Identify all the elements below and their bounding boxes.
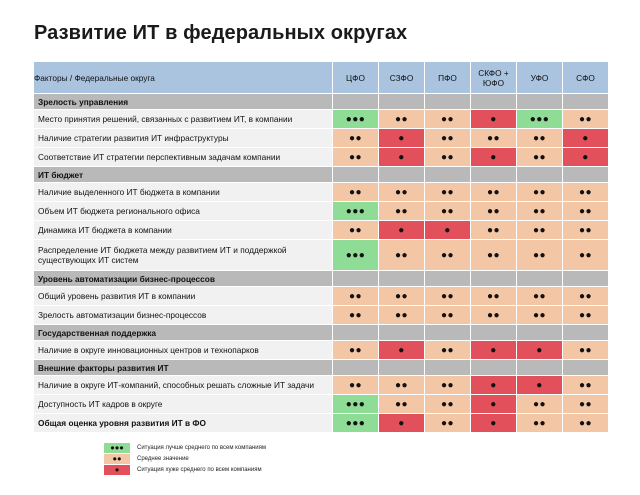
rating-dots: ● xyxy=(398,224,405,236)
rating-dots: ● xyxy=(536,344,543,356)
rating-dots: ●● xyxy=(578,205,593,217)
rating-cell xyxy=(517,376,563,395)
factor-label: Место принятия решений, связанных с развитием ИТ, в компании xyxy=(34,110,333,129)
rating-cell xyxy=(379,240,425,271)
rating-cell xyxy=(517,414,563,433)
rating-cell xyxy=(425,202,471,221)
rating-cell xyxy=(563,414,609,433)
section-spacer xyxy=(333,325,379,341)
factor-label: Наличие стратегии развития ИТ инфраструктуры xyxy=(34,129,333,148)
rating-dots: ●● xyxy=(440,205,455,217)
factor-label: Объем ИТ бюджета регионального офиса xyxy=(34,202,333,221)
legend-text: Ситуация хуже среднего по всем компаниям xyxy=(137,467,262,473)
rating-dots: ●● xyxy=(486,249,501,261)
rating-dots: ●● xyxy=(486,290,501,302)
rating-dots: ● xyxy=(490,151,497,163)
rating-cell xyxy=(379,341,425,360)
section-row xyxy=(34,271,609,287)
section-spacer xyxy=(563,271,609,287)
rating-cell xyxy=(471,306,517,325)
section-spacer xyxy=(379,360,425,376)
section-spacer xyxy=(379,167,425,183)
rating-dots: ●● xyxy=(440,186,455,198)
factor-row xyxy=(34,110,609,129)
rating-cell xyxy=(563,395,609,414)
rating-dots: ●● xyxy=(394,186,409,198)
rating-cell xyxy=(333,341,379,360)
rating-dots: ● xyxy=(490,379,497,391)
rating-cell xyxy=(471,287,517,306)
header-row xyxy=(34,62,609,94)
rating-dots: ●● xyxy=(348,290,363,302)
rating-dots: ●● xyxy=(486,132,501,144)
rating-cell xyxy=(333,306,379,325)
section-spacer xyxy=(517,94,563,110)
rating-dots: ●● xyxy=(578,417,593,429)
factor-row xyxy=(34,148,609,167)
district-header: СЗФО xyxy=(379,62,425,94)
legend-swatch: ● xyxy=(104,465,130,475)
factor-column-header: Факторы / Федеральные округа xyxy=(34,62,333,94)
rating-cell xyxy=(517,221,563,240)
rating-dots: ●●● xyxy=(345,205,366,217)
factor-row xyxy=(34,183,609,202)
rating-dots: ●● xyxy=(394,205,409,217)
section-label: Зрелость управления xyxy=(34,94,333,110)
rating-cell xyxy=(425,110,471,129)
factor-label: Наличие в округе инновационных центров и технопарков xyxy=(34,341,333,360)
district-header: СФО xyxy=(563,62,609,94)
rating-cell xyxy=(379,395,425,414)
rating-dots: ● xyxy=(444,224,451,236)
rating-dots: ●● xyxy=(578,249,593,261)
rating-dots: ●● xyxy=(348,186,363,198)
rating-dots: ●● xyxy=(578,224,593,236)
rating-cell xyxy=(517,306,563,325)
rating-cell xyxy=(379,202,425,221)
rating-dots: ●● xyxy=(532,151,547,163)
rating-dots: ● xyxy=(490,398,497,410)
rating-cell xyxy=(471,376,517,395)
rating-dots: ●● xyxy=(348,224,363,236)
section-spacer xyxy=(563,167,609,183)
rating-cell xyxy=(425,306,471,325)
section-row xyxy=(34,360,609,376)
rating-dots: ●● xyxy=(578,290,593,302)
rating-cell xyxy=(425,414,471,433)
rating-dots: ● xyxy=(536,379,543,391)
section-spacer xyxy=(471,271,517,287)
rating-dots: ●● xyxy=(440,249,455,261)
rating-cell xyxy=(563,287,609,306)
rating-cell xyxy=(379,306,425,325)
rating-cell xyxy=(379,183,425,202)
section-spacer xyxy=(425,325,471,341)
factor-row xyxy=(34,395,609,414)
rating-dots: ●●● xyxy=(529,113,550,125)
rating-cell xyxy=(471,129,517,148)
section-spacer xyxy=(333,360,379,376)
rating-cell xyxy=(425,129,471,148)
section-spacer xyxy=(517,325,563,341)
rating-dots: ●● xyxy=(440,309,455,321)
legend-swatch: ●● xyxy=(104,454,130,464)
rating-dots: ●● xyxy=(440,132,455,144)
rating-cell xyxy=(563,221,609,240)
factor-row xyxy=(34,376,609,395)
rating-dots: ●● xyxy=(578,309,593,321)
section-row xyxy=(34,325,609,341)
rating-dots: ●● xyxy=(440,398,455,410)
rating-cell xyxy=(563,240,609,271)
rating-cell xyxy=(471,395,517,414)
rating-dots: ●● xyxy=(532,417,547,429)
rating-dots: ●● xyxy=(394,379,409,391)
section-label: ИТ бюджет xyxy=(34,167,333,183)
rating-cell xyxy=(333,110,379,129)
rating-dots: ● xyxy=(490,113,497,125)
factor-label: Наличие выделенного ИТ бюджета в компании xyxy=(34,183,333,202)
rating-cell xyxy=(425,376,471,395)
rating-dots: ●● xyxy=(440,344,455,356)
rating-cell xyxy=(517,341,563,360)
rating-cell xyxy=(517,287,563,306)
section-spacer xyxy=(333,167,379,183)
section-spacer xyxy=(379,94,425,110)
rating-dots: ●● xyxy=(394,398,409,410)
rating-dots: ●● xyxy=(486,309,501,321)
section-label: Уровень автоматизации бизнес-процессов xyxy=(34,271,333,287)
rating-dots: ●● xyxy=(532,290,547,302)
rating-cell xyxy=(471,414,517,433)
page-title: Развитие ИТ в федеральных округах xyxy=(34,22,408,44)
rating-cell xyxy=(563,148,609,167)
section-spacer xyxy=(517,271,563,287)
district-header: СКФО + ЮФО xyxy=(471,62,517,94)
factor-label: Общий уровень развития ИТ в компании xyxy=(34,287,333,306)
factor-row xyxy=(34,287,609,306)
rating-cell xyxy=(425,148,471,167)
rating-dots: ● xyxy=(582,151,589,163)
rating-cell xyxy=(333,240,379,271)
section-spacer xyxy=(471,94,517,110)
rating-cell xyxy=(517,395,563,414)
rating-cell xyxy=(425,287,471,306)
factor-row xyxy=(34,414,609,433)
rating-cell xyxy=(379,110,425,129)
rating-cell xyxy=(517,110,563,129)
rating-dots: ●● xyxy=(532,398,547,410)
rating-dots: ●● xyxy=(578,186,593,198)
section-row xyxy=(34,94,609,110)
factor-row xyxy=(34,341,609,360)
rating-dots: ●● xyxy=(532,205,547,217)
rating-cell xyxy=(471,240,517,271)
section-spacer xyxy=(563,94,609,110)
rating-dots: ●●● xyxy=(345,417,366,429)
rating-cell xyxy=(563,376,609,395)
factor-label: Доступность ИТ кадров в округе xyxy=(34,395,333,414)
factor-label: Наличие в округе ИТ-компаний, способных решать сложные ИТ задачи xyxy=(34,376,333,395)
legend-text: Среднее значение xyxy=(137,456,189,462)
rating-cell xyxy=(563,202,609,221)
rating-cell xyxy=(563,129,609,148)
section-spacer xyxy=(471,325,517,341)
rating-dots: ● xyxy=(490,344,497,356)
section-spacer xyxy=(563,325,609,341)
rating-dots: ●● xyxy=(348,379,363,391)
rating-dots: ●● xyxy=(532,132,547,144)
rating-dots: ●●● xyxy=(345,249,366,261)
section-spacer xyxy=(333,94,379,110)
rating-dots: ●● xyxy=(578,398,593,410)
rating-cell xyxy=(379,376,425,395)
rating-dots: ●● xyxy=(348,151,363,163)
section-spacer xyxy=(379,271,425,287)
district-header: ЦФО xyxy=(333,62,379,94)
rating-cell xyxy=(333,221,379,240)
rating-cell xyxy=(471,148,517,167)
section-spacer xyxy=(563,360,609,376)
rating-dots: ●● xyxy=(486,205,501,217)
rating-cell xyxy=(471,183,517,202)
rating-dots: ●● xyxy=(440,151,455,163)
rating-cell xyxy=(333,414,379,433)
section-spacer xyxy=(425,271,471,287)
it-development-matrix xyxy=(33,61,609,433)
rating-cell xyxy=(517,183,563,202)
factor-label: Общая оценка уровня развития ИТ в ФО xyxy=(34,414,333,433)
factor-row xyxy=(34,202,609,221)
rating-dots: ●● xyxy=(532,224,547,236)
rating-cell xyxy=(425,183,471,202)
section-row xyxy=(34,167,609,183)
section-spacer xyxy=(517,167,563,183)
rating-dots: ●● xyxy=(486,224,501,236)
rating-cell xyxy=(471,202,517,221)
rating-cell xyxy=(563,183,609,202)
legend-swatch: ●●● xyxy=(104,443,130,453)
rating-cell xyxy=(517,240,563,271)
rating-dots: ● xyxy=(398,417,405,429)
district-header: УФО xyxy=(517,62,563,94)
section-spacer xyxy=(379,325,425,341)
factor-label: Соответствие ИТ стратегии перспективным задачам компании xyxy=(34,148,333,167)
rating-dots: ●● xyxy=(348,344,363,356)
rating-dots: ●● xyxy=(394,309,409,321)
rating-dots: ● xyxy=(582,132,589,144)
section-spacer xyxy=(333,271,379,287)
rating-dots: ●● xyxy=(532,309,547,321)
rating-dots: ●● xyxy=(532,186,547,198)
factor-label: Распределение ИТ бюджета между развитием ИТ и поддержкой существующих ИТ систем xyxy=(34,240,333,271)
rating-cell xyxy=(517,202,563,221)
rating-dots: ●● xyxy=(394,113,409,125)
section-label: Внешние факторы развития ИТ xyxy=(34,360,333,376)
rating-dots: ●● xyxy=(532,249,547,261)
section-spacer xyxy=(517,360,563,376)
rating-dots: ●● xyxy=(394,249,409,261)
rating-cell xyxy=(425,341,471,360)
rating-cell xyxy=(333,395,379,414)
rating-cell xyxy=(333,148,379,167)
rating-dots: ●● xyxy=(348,132,363,144)
factor-row xyxy=(34,240,609,271)
rating-cell xyxy=(563,110,609,129)
rating-dots: ●● xyxy=(440,417,455,429)
rating-cell xyxy=(379,221,425,240)
factor-row xyxy=(34,306,609,325)
rating-cell xyxy=(425,395,471,414)
rating-dots: ● xyxy=(398,132,405,144)
rating-cell xyxy=(563,306,609,325)
rating-dots: ●● xyxy=(440,379,455,391)
rating-dots: ● xyxy=(398,344,405,356)
section-spacer xyxy=(471,360,517,376)
rating-dots: ●● xyxy=(440,113,455,125)
district-header: ПФО xyxy=(425,62,471,94)
rating-cell xyxy=(379,129,425,148)
legend-text: Ситуация лучше среднего по всем компаниям xyxy=(137,445,266,451)
section-spacer xyxy=(425,360,471,376)
rating-cell xyxy=(333,129,379,148)
rating-cell xyxy=(333,287,379,306)
rating-dots: ●● xyxy=(486,186,501,198)
section-spacer xyxy=(425,167,471,183)
rating-cell xyxy=(379,287,425,306)
rating-cell xyxy=(517,129,563,148)
rating-dots: ●● xyxy=(578,379,593,391)
rating-dots: ●● xyxy=(578,113,593,125)
rating-cell xyxy=(471,110,517,129)
rating-dots: ●● xyxy=(578,344,593,356)
rating-cell xyxy=(379,414,425,433)
rating-dots: ●●● xyxy=(345,113,366,125)
rating-cell xyxy=(563,341,609,360)
rating-cell xyxy=(333,376,379,395)
rating-cell xyxy=(471,341,517,360)
section-label: Государственная поддержка xyxy=(34,325,333,341)
rating-cell xyxy=(333,183,379,202)
rating-cell xyxy=(425,240,471,271)
rating-cell xyxy=(379,148,425,167)
rating-cell xyxy=(333,202,379,221)
factor-row xyxy=(34,221,609,240)
rating-dots: ●● xyxy=(348,309,363,321)
factor-label: Динамика ИТ бюджета в компании xyxy=(34,221,333,240)
rating-dots: ●● xyxy=(440,290,455,302)
section-spacer xyxy=(471,167,517,183)
rating-cell xyxy=(425,221,471,240)
rating-dots: ● xyxy=(398,151,405,163)
factor-row xyxy=(34,129,609,148)
rating-dots: ● xyxy=(490,417,497,429)
rating-dots: ●●● xyxy=(345,398,366,410)
rating-cell xyxy=(517,148,563,167)
section-spacer xyxy=(425,94,471,110)
rating-dots: ●● xyxy=(394,290,409,302)
factor-label: Зрелость автоматизации бизнес-процессов xyxy=(34,306,333,325)
rating-cell xyxy=(471,221,517,240)
